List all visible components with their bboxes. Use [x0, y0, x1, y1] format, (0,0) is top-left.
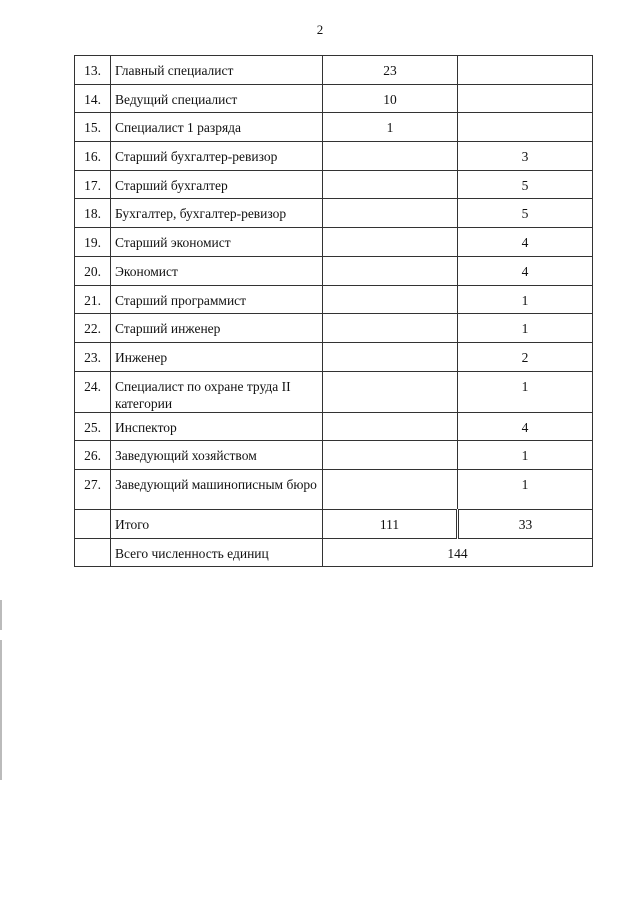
count-col1 [323, 256, 458, 285]
row-number: 14. [75, 84, 111, 113]
position-name: Заведующий хозяйством [111, 441, 323, 470]
count-col2: 4 [458, 228, 593, 257]
count-col1: 10 [323, 84, 458, 113]
row-number: 25. [75, 412, 111, 441]
table-row [75, 371, 593, 412]
table-row [75, 113, 593, 142]
row-number: 20. [75, 256, 111, 285]
count-col1 [323, 314, 458, 343]
total-row [75, 509, 593, 538]
count-col2: 1 [458, 285, 593, 314]
count-col2: 1 [458, 314, 593, 343]
count-col2: 5 [458, 170, 593, 199]
count-col2: 1 [458, 441, 593, 470]
table-row [75, 469, 593, 509]
count-col1: 23 [323, 56, 458, 85]
row-number-empty [75, 538, 111, 567]
table-row [75, 84, 593, 113]
row-number: 22. [75, 314, 111, 343]
count-col1 [323, 228, 458, 257]
page-number: 2 [316, 22, 324, 37]
count-col2: 3 [458, 142, 593, 171]
row-number: 17. [75, 170, 111, 199]
position-name: Инспектор [111, 412, 323, 441]
position-name: Бухгалтер, бухгалтер-ревизор [111, 199, 323, 228]
row-number: 15. [75, 113, 111, 142]
grand-total-value: 144 [323, 538, 593, 567]
row-number: 23. [75, 342, 111, 371]
scan-edge-mark [0, 600, 2, 630]
position-name: Старший бухгалтер-ревизор [111, 142, 323, 171]
count-col2: 4 [458, 256, 593, 285]
staff-table-body [75, 56, 593, 567]
count-col2: 1 [458, 469, 593, 509]
table-row [75, 412, 593, 441]
row-number-empty [75, 509, 111, 538]
grand-total-row [75, 538, 593, 567]
count-col1 [323, 469, 458, 509]
count-col2: 2 [458, 342, 593, 371]
table-row [75, 199, 593, 228]
count-col1 [323, 199, 458, 228]
position-name: Старший экономист [111, 228, 323, 257]
grand-total-label: Всего численность единиц [111, 538, 323, 567]
count-col1 [323, 412, 458, 441]
count-col2: 5 [458, 199, 593, 228]
position-name: Старший программист [111, 285, 323, 314]
count-col2 [458, 56, 593, 85]
total-col1: 111 [323, 509, 458, 538]
count-col2 [458, 113, 593, 142]
table-row [75, 56, 593, 85]
table-row [75, 256, 593, 285]
total-col2: 33 [458, 509, 593, 538]
row-number: 19. [75, 228, 111, 257]
position-name: Специалист по охране труда II категории [111, 371, 323, 412]
row-number: 26. [75, 441, 111, 470]
position-name: Инженер [111, 342, 323, 371]
count-col2: 4 [458, 412, 593, 441]
scan-edge-mark [0, 640, 2, 780]
table-row [75, 142, 593, 171]
table-row [75, 441, 593, 470]
count-col1 [323, 170, 458, 199]
table-row [75, 170, 593, 199]
position-name: Специалист 1 разряда [111, 113, 323, 142]
position-name: Заведующий машинописным бюро [111, 469, 323, 509]
row-number: 18. [75, 199, 111, 228]
row-number: 24. [75, 371, 111, 412]
position-name: Главный специалист [111, 56, 323, 85]
table-row [75, 228, 593, 257]
total-label: Итого [111, 509, 323, 538]
count-col1 [323, 441, 458, 470]
count-col1 [323, 285, 458, 314]
row-number: 27. [75, 469, 111, 509]
row-number: 16. [75, 142, 111, 171]
position-name: Экономист [111, 256, 323, 285]
row-number: 13. [75, 56, 111, 85]
table-row [75, 285, 593, 314]
count-col1 [323, 342, 458, 371]
table-row [75, 342, 593, 371]
count-col2 [458, 84, 593, 113]
count-col1 [323, 371, 458, 412]
staff-table [74, 55, 593, 567]
table-row [75, 314, 593, 343]
position-name: Старший бухгалтер [111, 170, 323, 199]
position-name: Старший инженер [111, 314, 323, 343]
position-name: Ведущий специалист [111, 84, 323, 113]
count-col2: 1 [458, 371, 593, 412]
count-col1: 1 [323, 113, 458, 142]
count-col1 [323, 142, 458, 171]
row-number: 21. [75, 285, 111, 314]
